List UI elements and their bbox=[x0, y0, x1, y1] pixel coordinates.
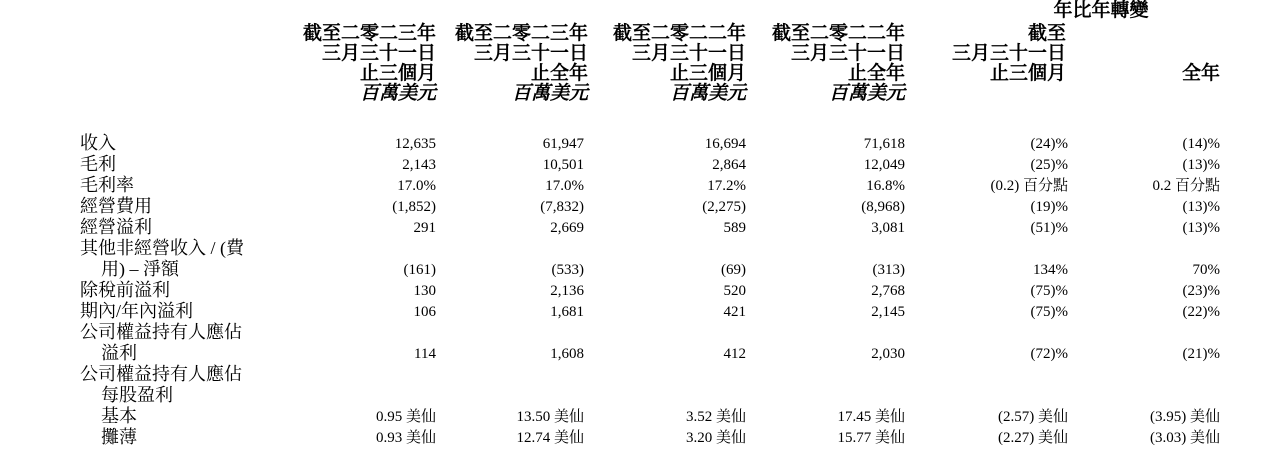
table-cell: 17.45 美仙 bbox=[837, 409, 905, 425]
table-cell: 0.2 百分點 bbox=[1152, 178, 1220, 194]
table-cell: (19)% bbox=[1030, 199, 1068, 215]
table-cell: 3.20 美仙 bbox=[685, 430, 746, 446]
column-header-5 bbox=[952, 24, 1066, 84]
table-cell: (75)% bbox=[1030, 304, 1068, 320]
table-cell: 2,864 bbox=[712, 157, 746, 173]
row-label: 攤薄 bbox=[101, 427, 137, 447]
row-label: 用) – 淨額 bbox=[101, 259, 179, 279]
column-header-line: 截至二零二二年 bbox=[771, 23, 905, 44]
row-label: 公司權益持有人應佔 bbox=[80, 322, 242, 342]
row-label: 其他非經營收入 / (費 bbox=[80, 238, 244, 258]
table-cell: 291 bbox=[413, 220, 436, 236]
row-label: 溢利 bbox=[101, 343, 137, 363]
table-cell: 17.2% bbox=[707, 178, 746, 194]
column-header-line: 止三個月 bbox=[669, 63, 746, 84]
row-label: 公司權益持有人應佔 bbox=[80, 364, 242, 384]
table-cell: 421 bbox=[723, 304, 746, 320]
column-unit: 百萬美元 bbox=[359, 83, 436, 104]
table-cell: (13)% bbox=[1182, 157, 1220, 173]
table-cell: (25)% bbox=[1030, 157, 1068, 173]
row-label: 毛利率 bbox=[80, 175, 134, 195]
row-label: 毛利 bbox=[80, 154, 116, 174]
table-cell: 0.95 美仙 bbox=[375, 409, 436, 425]
column-header-line: 三月三十一日 bbox=[631, 43, 746, 64]
table-cell: 2,136 bbox=[550, 283, 584, 299]
table-cell: 130 bbox=[413, 283, 436, 299]
table-cell: 3.52 美仙 bbox=[685, 409, 746, 425]
table-cell: (3.95) 美仙 bbox=[1150, 409, 1220, 425]
table-cell: (13)% bbox=[1182, 199, 1220, 215]
column-header-line: 止三個月 bbox=[359, 63, 436, 84]
table-cell: 16.8% bbox=[866, 178, 905, 194]
column-header-2 bbox=[455, 24, 588, 104]
table-cell: 2,768 bbox=[871, 283, 905, 299]
column-header-line: 三月三十一日 bbox=[951, 43, 1066, 64]
table-cell: (2,275) bbox=[702, 199, 746, 215]
table-cell: (13)% bbox=[1182, 220, 1220, 236]
table-cell: (72)% bbox=[1030, 346, 1068, 362]
table-cell: 12.74 美仙 bbox=[516, 430, 584, 446]
table-cell: 106 bbox=[413, 304, 436, 320]
table-cell: 15.77 美仙 bbox=[837, 430, 905, 446]
row-label: 期內/年內溢利 bbox=[80, 301, 194, 321]
table-cell: (23)% bbox=[1182, 283, 1220, 299]
table-cell: 412 bbox=[723, 346, 746, 362]
column-header-line: 三月三十一日 bbox=[473, 43, 588, 64]
table-cell: (2.27) 美仙 bbox=[998, 430, 1068, 446]
row-label: 經營溢利 bbox=[80, 217, 152, 237]
table-cell: 2,145 bbox=[871, 304, 905, 320]
table-cell: 1,681 bbox=[550, 304, 584, 320]
column-header-line: 截至二零二三年 bbox=[454, 23, 588, 44]
table-cell: 71,618 bbox=[863, 136, 905, 152]
table-cell: 114 bbox=[414, 346, 436, 362]
table-cell: (75)% bbox=[1030, 283, 1068, 299]
table-cell: 2,143 bbox=[402, 157, 436, 173]
table-cell: 17.0% bbox=[545, 178, 584, 194]
column-header-line: 止三個月 bbox=[989, 63, 1066, 84]
table-cell: (313) bbox=[872, 262, 905, 278]
table-cell: 17.0% bbox=[397, 178, 436, 194]
table-cell: (51)% bbox=[1030, 220, 1068, 236]
yoy-change-header: 年比年轉變 bbox=[1053, 0, 1149, 21]
table-cell: 2,030 bbox=[871, 346, 905, 362]
column-unit: 百萬美元 bbox=[669, 83, 746, 104]
column-header-line: 截至二零二三年 bbox=[302, 23, 436, 44]
table-cell: (0.2) 百分點 bbox=[990, 178, 1068, 194]
column-header-line: 截至二零二二年 bbox=[612, 23, 746, 44]
column-unit: 百萬美元 bbox=[511, 83, 588, 104]
table-cell: 70% bbox=[1192, 262, 1220, 278]
table-cell: (2.57) 美仙 bbox=[998, 409, 1068, 425]
table-cell: (7,832) bbox=[540, 199, 584, 215]
row-label: 每股盈利 bbox=[101, 385, 173, 405]
table-cell: (3.03) 美仙 bbox=[1150, 430, 1220, 446]
table-cell: 134% bbox=[1033, 262, 1068, 278]
column-header-line: 止全年 bbox=[847, 63, 905, 84]
column-header-4 bbox=[772, 24, 905, 104]
table-cell: 3,081 bbox=[871, 220, 905, 236]
row-label: 收入 bbox=[80, 133, 116, 153]
table-cell: 10,501 bbox=[542, 157, 584, 173]
column-header-1 bbox=[303, 24, 436, 104]
row-label: 經營費用 bbox=[80, 196, 152, 216]
table-cell: (24)% bbox=[1030, 136, 1068, 152]
column-header-line: 三月三十一日 bbox=[321, 43, 436, 64]
table-cell: (1,852) bbox=[392, 199, 436, 215]
table-cell: 13.50 美仙 bbox=[516, 409, 584, 425]
table-cell: 2,669 bbox=[550, 220, 584, 236]
table-cell: 0.93 美仙 bbox=[375, 430, 436, 446]
column-header-6 bbox=[1182, 64, 1220, 84]
table-cell: 12,049 bbox=[863, 157, 905, 173]
column-header-3 bbox=[613, 24, 746, 104]
column-header-line: 止全年 bbox=[530, 63, 588, 84]
table-cell: (533) bbox=[551, 262, 584, 278]
table-cell: (22)% bbox=[1182, 304, 1220, 320]
table-cell: 61,947 bbox=[542, 136, 584, 152]
table-cell: (21)% bbox=[1182, 346, 1220, 362]
table-cell: 589 bbox=[723, 220, 746, 236]
table-cell: 520 bbox=[723, 283, 746, 299]
table-cell: (161) bbox=[403, 262, 436, 278]
column-header-line: 截至 bbox=[1027, 23, 1066, 44]
table-cell: (69) bbox=[721, 262, 746, 278]
column-header-line: 三月三十一日 bbox=[790, 43, 905, 64]
table-cell: 16,694 bbox=[704, 136, 746, 152]
row-label: 基本 bbox=[101, 406, 137, 426]
table-cell: 1,608 bbox=[550, 346, 584, 362]
table-cell: (14)% bbox=[1182, 136, 1220, 152]
table-cell: 12,635 bbox=[394, 136, 436, 152]
table-cell: (8,968) bbox=[861, 199, 905, 215]
row-label: 除稅前溢利 bbox=[80, 280, 170, 300]
column-header-line: 全年 bbox=[1181, 63, 1220, 84]
column-unit: 百萬美元 bbox=[828, 83, 905, 104]
